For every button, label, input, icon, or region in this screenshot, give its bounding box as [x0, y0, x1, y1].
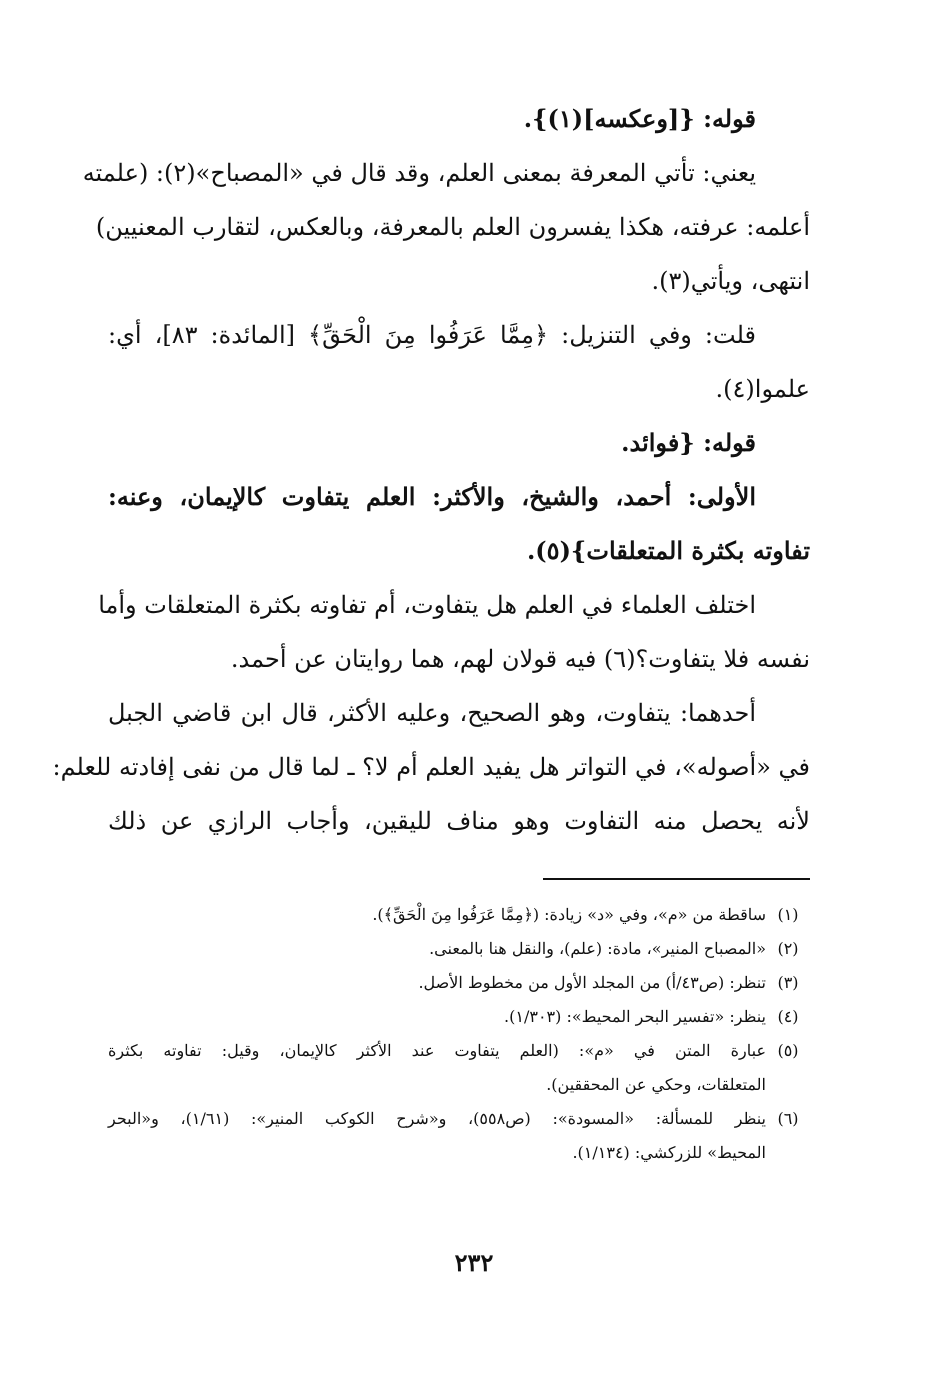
footnotes — [108, 898, 810, 1170]
text-line: قوله: {فوائد. — [621, 428, 756, 457]
text-line: اختلف العلماء في العلم هل يتفاوت، أم تفاوته بكثرة المتعلقات وأما — [98, 591, 756, 619]
footnote-separator — [543, 878, 810, 880]
footnote-text: تنظر: (ص٤٣/أ) من المجلد الأول من مخطوط الأصل. — [418, 973, 766, 992]
footnote — [108, 1000, 810, 1034]
footnote-text: ينظر للمسألة: «المسودة»: (ص٥٥٨)، و«شرح الكوكب المنير»: (١/٦١)، و«البحر — [108, 1109, 767, 1128]
text-line: أعلمه: عرفته، هكذا يفسرون العلم بالمعرفة، وبالعكس، لتقارب المعنيين) — [95, 213, 810, 241]
text-line: لأنه يحصل منه التفاوت وهو مناف لليقين، وأجاب الرازي عن ذلك — [108, 807, 810, 835]
footnote-number: (٣) — [777, 973, 799, 992]
footnote-text: «المصباح المنير»، مادة: (علم)، والنقل هنا بالمعنى. — [429, 939, 766, 958]
footnote-number: (٤) — [777, 1007, 799, 1026]
main-text — [52, 92, 810, 848]
footnote-text: المتعلقات، وحكي عن المحققين). — [546, 1075, 766, 1094]
text-line: نفسه فلا يتفاوت؟(٦) فيه قولان لهم، هما روايتان عن أحمد. — [230, 645, 810, 673]
footnote — [108, 1102, 810, 1170]
text-line: تفاوته بكثرة المتعلقات}(٥). — [526, 536, 810, 565]
footnote — [108, 898, 810, 932]
text-line: أحدهما: يتفاوت، وهو الصحيح، وعليه الأكثر، قال ابن قاضي الجبل — [108, 699, 756, 727]
text-line: علموا(٤). — [715, 375, 810, 403]
footnote-number: (٦) — [777, 1109, 799, 1128]
page-number: ٢٣٢ — [454, 1248, 494, 1277]
text-line: قلت: وفي التنزيل: ﴿مِمَّا عَرَفُوا مِنَ الْحَقِّ﴾ [المائدة: ٨٣]، أي: — [108, 321, 756, 349]
footnote-number: (٢) — [777, 939, 799, 958]
footnote-text: ينظر: «تفسير البحر المحيط»: (١/٣٠٣). — [504, 1007, 766, 1026]
text-line: انتهى، ويأتي(٣). — [651, 267, 810, 295]
text-line: في «أصوله»، في التواتر هل يفيد العلم أم لا؟ ـ لما قال من نفى إفادته للعلم: — [52, 753, 810, 781]
footnote-number: (٥) — [777, 1041, 799, 1060]
text-line: قوله: {[وعكسه](١)}. — [523, 104, 756, 133]
footnote-text: عبارة المتن في «م»: (العلم يتفاوت عند الأكثر كالإيمان، وقيل: تفاوته بكثرة — [108, 1041, 767, 1060]
footnote — [108, 1034, 810, 1102]
text-line: يعني: تأتي المعرفة بمعنى العلم، وقد قال في «المصباح»(٢): (علمته — [82, 159, 756, 187]
footnote-text: المحيط» للزركشي: (١/١٣٤). — [572, 1143, 766, 1162]
footnote-number: (١) — [777, 905, 799, 924]
footnote-text: ساقطة من «م»، وفي «د» زيادة: (﴿مِمَّا عَرَفُوا مِنَ الْحَقِّ﴾). — [372, 905, 766, 924]
footnote — [108, 932, 810, 966]
text-line: الأولى: أحمد، والشيخ، والأكثر: العلم يتفاوت كالإيمان، وعنه: — [108, 482, 756, 511]
footnote — [108, 966, 810, 1000]
